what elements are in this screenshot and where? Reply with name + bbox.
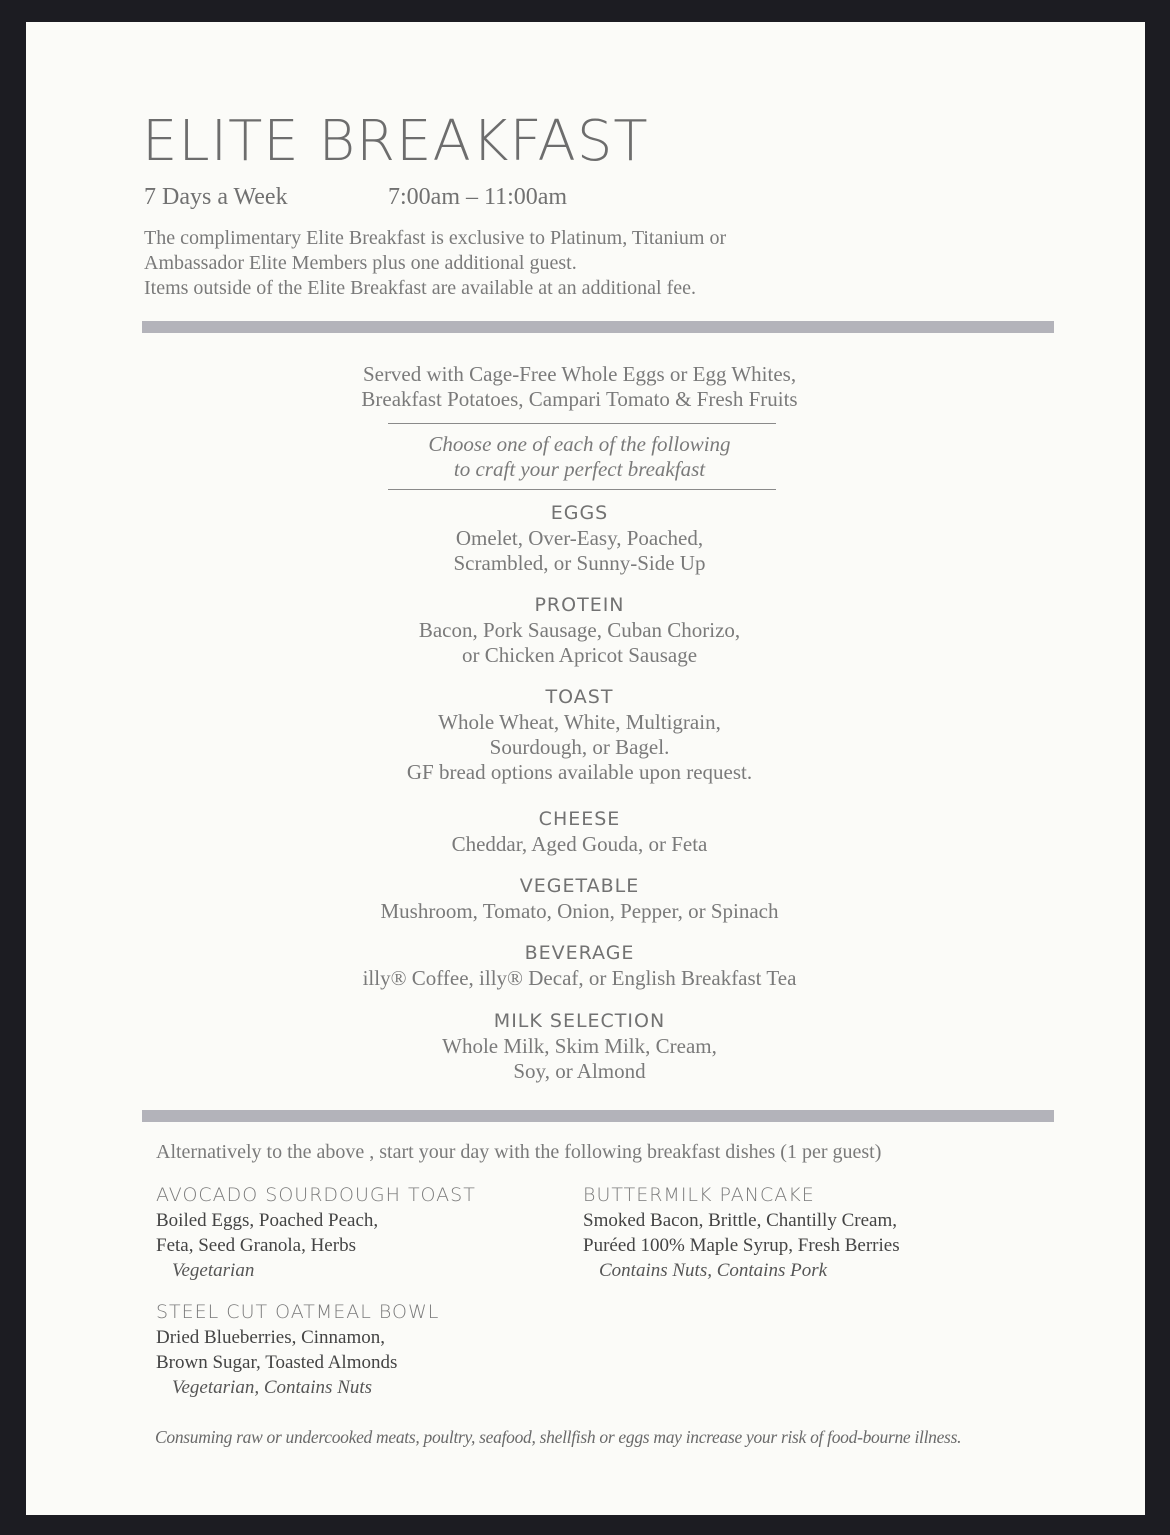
section-heading: CHEESE bbox=[538, 808, 621, 830]
section-vegetable bbox=[26, 874, 1133, 924]
section-line: Bacon, Pork Sausage, Cuban Chorizo, bbox=[418, 618, 741, 642]
section-beverage bbox=[26, 941, 1133, 991]
dish-steel-cut-oatmeal bbox=[156, 1300, 576, 1400]
section-line: Mushroom, Tomato, Onion, Pepper, or Spinach bbox=[380, 899, 779, 923]
divider-bar-bottom bbox=[142, 1110, 1054, 1122]
dish-description: Brown Sugar, Toasted Almonds bbox=[156, 1352, 398, 1373]
dish-tags: Vegetarian bbox=[172, 1260, 255, 1281]
section-protein bbox=[26, 593, 1133, 668]
section-line: Whole Milk, Skim Milk, Cream, bbox=[442, 1034, 717, 1058]
dish-tags: Vegetarian, Contains Nuts bbox=[172, 1377, 373, 1398]
menu-title: ELITE BREAKFAST bbox=[142, 109, 649, 174]
section-heading: EGGS bbox=[550, 502, 609, 524]
section-heading: BEVERAGE bbox=[524, 942, 635, 964]
divider-bar-top bbox=[142, 321, 1054, 333]
divider-rule bbox=[388, 489, 776, 490]
section-heading: PROTEIN bbox=[534, 594, 625, 616]
section-heading: VEGETABLE bbox=[519, 875, 640, 897]
served-line: Served with Cage-Free Whole Eggs or Egg Whites, bbox=[362, 362, 797, 386]
section-line: Sourdough, or Bagel. bbox=[489, 735, 670, 759]
section-line: illy® Coffee, illy® Decaf, or English Breakfast Tea bbox=[362, 966, 797, 990]
alternative-intro: Alternatively to the above , start your day with the following breakfast dishes (1 per guest) bbox=[156, 1141, 882, 1163]
intro-line: Ambassador Elite Members plus one additional guest. bbox=[144, 252, 577, 274]
dish-tags: Contains Nuts, Contains Pork bbox=[599, 1260, 828, 1281]
dish-description: Smoked Bacon, Brittle, Chantilly Cream, bbox=[583, 1210, 897, 1231]
service-hours: 7:00am – 11:00am bbox=[388, 184, 568, 210]
food-safety-warning: Consuming raw or undercooked meats, poultry, seafood, shellfish or eggs may increase your risk of food-bourne illness. bbox=[155, 1427, 962, 1447]
section-cheese bbox=[26, 807, 1133, 857]
service-days: 7 Days a Week bbox=[144, 184, 288, 210]
intro-line: The complimentary Elite Breakfast is exclusive to Platinum, Titanium or bbox=[144, 227, 727, 249]
served-with bbox=[26, 362, 1133, 412]
section-eggs bbox=[26, 501, 1133, 576]
choose-line: Choose one of each of the following bbox=[428, 432, 731, 456]
intro-line: Items outside of the Elite Breakfast are available at an additional fee. bbox=[144, 277, 696, 299]
section-line: Omelet, Over-Easy, Poached, bbox=[455, 526, 704, 550]
section-toast bbox=[26, 685, 1133, 785]
section-line: Scrambled, or Sunny-Side Up bbox=[453, 551, 706, 575]
dish-name: AVOCADO SOURDOUGH TOAST bbox=[156, 1184, 476, 1206]
served-line: Breakfast Potatoes, Campari Tomato & Fresh Fruits bbox=[361, 387, 798, 411]
dish-name: BUTTERMILK PANCAKE bbox=[583, 1184, 815, 1206]
dish-description: Puréed 100% Maple Syrup, Fresh Berries bbox=[583, 1235, 900, 1256]
section-line: Whole Wheat, White, Multigrain, bbox=[438, 710, 721, 734]
menu-page bbox=[26, 22, 1145, 1515]
dish-name: STEEL CUT OATMEAL BOWL bbox=[156, 1301, 440, 1323]
dish-description: Feta, Seed Granola, Herbs bbox=[156, 1235, 356, 1256]
section-line: or Chicken Apricot Sausage bbox=[461, 643, 698, 667]
dish-description: Dried Blueberries, Cinnamon, bbox=[156, 1327, 386, 1348]
choose-instructions bbox=[26, 432, 1133, 482]
section-heading: TOAST bbox=[545, 686, 614, 708]
dish-description: Boiled Eggs, Poached Peach, bbox=[156, 1210, 379, 1231]
section-line: GF bread options available upon request. bbox=[406, 760, 753, 784]
dish-avocado-toast bbox=[156, 1183, 576, 1283]
divider-rule bbox=[388, 423, 776, 424]
section-heading: MILK SELECTION bbox=[493, 1010, 666, 1032]
section-milk bbox=[26, 1009, 1133, 1084]
intro-text bbox=[144, 226, 726, 301]
section-line: Cheddar, Aged Gouda, or Feta bbox=[451, 832, 708, 856]
choose-line: to craft your perfect breakfast bbox=[453, 457, 706, 481]
dish-buttermilk-pancake bbox=[583, 1183, 1003, 1283]
section-line: Soy, or Almond bbox=[513, 1059, 646, 1083]
